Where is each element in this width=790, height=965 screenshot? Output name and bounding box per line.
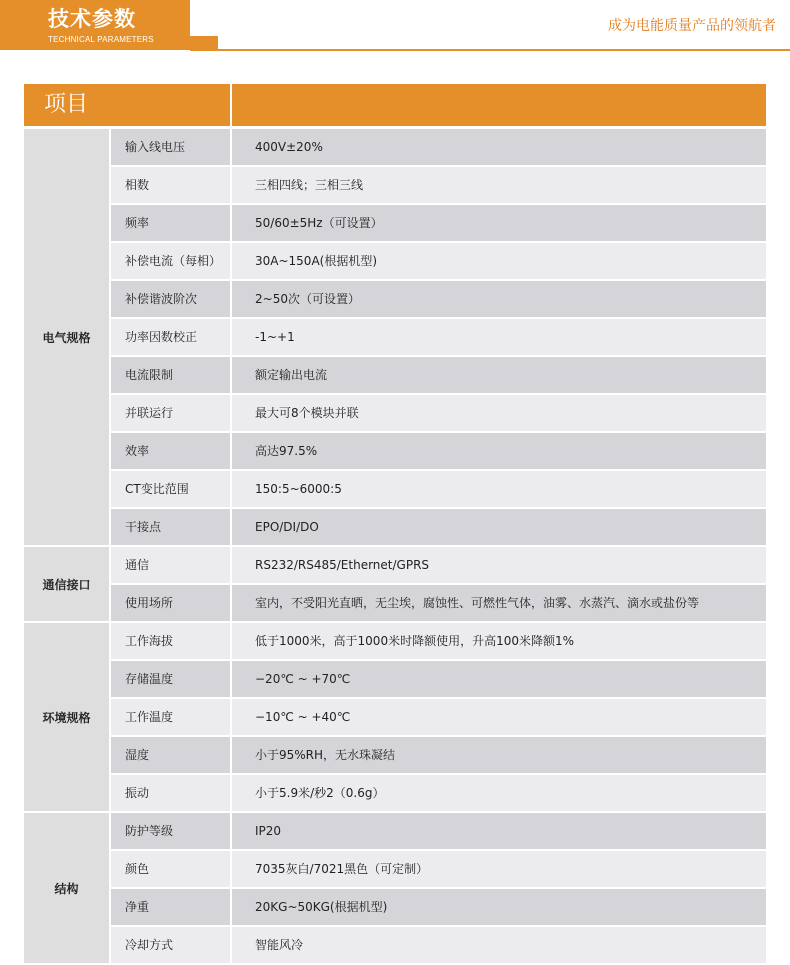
spec-row bbox=[111, 357, 766, 393]
spec-name: 输入线电压 bbox=[111, 129, 230, 165]
spec-row bbox=[111, 585, 766, 621]
spec-name: 相数 bbox=[111, 167, 230, 203]
spec-value: 最大可8个模块并联 bbox=[232, 395, 766, 431]
spec-name: 效率 bbox=[111, 433, 230, 469]
spec-value: 小于95%RH，无水珠凝结 bbox=[232, 737, 766, 773]
spec-row bbox=[111, 167, 766, 203]
spec-row bbox=[111, 737, 766, 773]
spec-group-label: 环境规格 bbox=[24, 623, 109, 811]
spec-name: 工作温度 bbox=[111, 699, 230, 735]
spec-name: 振动 bbox=[111, 775, 230, 811]
section-title: 技术参数 bbox=[48, 6, 136, 31]
spec-name: 并联运行 bbox=[111, 395, 230, 431]
spec-row bbox=[111, 889, 766, 925]
spec-row bbox=[111, 547, 766, 583]
spec-value: 2~50次（可设置） bbox=[232, 281, 766, 317]
spec-row bbox=[111, 471, 766, 507]
table-header-label: 项目 bbox=[44, 92, 89, 117]
spec-name: 颜色 bbox=[111, 851, 230, 887]
spec-name: 干接点 bbox=[111, 509, 230, 545]
spec-group bbox=[24, 813, 766, 965]
spec-value: 50/60±5Hz（可设置） bbox=[232, 205, 766, 241]
spec-row bbox=[111, 509, 766, 545]
spec-row bbox=[111, 129, 766, 165]
spec-value: −20℃ ~ +70℃ bbox=[232, 661, 766, 697]
spec-name: 冷却方式 bbox=[111, 927, 230, 963]
spec-group bbox=[24, 623, 766, 813]
spec-value: 低于1000米，高于1000米时降额使用，升高100米降额1% bbox=[232, 623, 766, 659]
spec-value: 400V±20% bbox=[232, 129, 766, 165]
spec-value: 三相四线；三相三线 bbox=[232, 167, 766, 203]
spec-group-label: 通信接口 bbox=[24, 547, 109, 621]
spec-name: 通信 bbox=[111, 547, 230, 583]
spec-value: IP20 bbox=[232, 813, 766, 849]
spec-row bbox=[111, 243, 766, 279]
spec-row bbox=[111, 927, 766, 963]
spec-name: 补偿谐波阶次 bbox=[111, 281, 230, 317]
spec-group-label: 结构 bbox=[24, 813, 109, 963]
spec-row bbox=[111, 623, 766, 659]
spec-name: 湿度 bbox=[111, 737, 230, 773]
spec-value: −10℃ ~ +40℃ bbox=[232, 699, 766, 735]
title-tab-decoration bbox=[190, 36, 218, 50]
spec-name: 补偿电流（每相） bbox=[111, 243, 230, 279]
spec-value: RS232/RS485/Ethernet/GPRS bbox=[232, 547, 766, 583]
spec-value: 智能风冷 bbox=[232, 927, 766, 963]
spec-value: 高达97.5% bbox=[232, 433, 766, 469]
table-header bbox=[24, 84, 766, 126]
section-title-block bbox=[0, 0, 190, 50]
spec-name: 净重 bbox=[111, 889, 230, 925]
table-header-divider bbox=[230, 84, 232, 126]
header-divider bbox=[190, 49, 790, 51]
spec-value: EPO/DI/DO bbox=[232, 509, 766, 545]
spec-row bbox=[111, 775, 766, 811]
spec-row bbox=[111, 433, 766, 469]
spec-value: -1~+1 bbox=[232, 319, 766, 355]
spec-value: 室内，不受阳光直晒，无尘埃，腐蚀性、可燃性气体，油雾、水蒸汽、滴水或盐份等 bbox=[232, 585, 766, 621]
spec-table bbox=[24, 129, 766, 965]
spec-name: 存储温度 bbox=[111, 661, 230, 697]
spec-name: 电流限制 bbox=[111, 357, 230, 393]
spec-value: 小于5.9米/秒2（0.6g） bbox=[232, 775, 766, 811]
spec-group bbox=[24, 547, 766, 623]
spec-value: 额定输出电流 bbox=[232, 357, 766, 393]
spec-name: 工作海拔 bbox=[111, 623, 230, 659]
section-subtitle: TECHNICAL PARAMETERS bbox=[48, 35, 154, 44]
spec-row bbox=[111, 205, 766, 241]
slogan: 成为电能质量产品的领航者 bbox=[608, 18, 776, 34]
spec-value: 7035灰白/7021黑色（可定制） bbox=[232, 851, 766, 887]
spec-value: 20KG~50KG(根据机型) bbox=[232, 889, 766, 925]
spec-name: 功率因数校正 bbox=[111, 319, 230, 355]
spec-name: CT变比范围 bbox=[111, 471, 230, 507]
spec-row bbox=[111, 851, 766, 887]
page-header bbox=[0, 0, 790, 52]
spec-group bbox=[24, 129, 766, 547]
spec-row bbox=[111, 813, 766, 849]
spec-row bbox=[111, 395, 766, 431]
spec-name: 频率 bbox=[111, 205, 230, 241]
spec-name: 使用场所 bbox=[111, 585, 230, 621]
spec-name: 防护等级 bbox=[111, 813, 230, 849]
spec-value: 30A~150A(根据机型) bbox=[232, 243, 766, 279]
spec-row bbox=[111, 281, 766, 317]
spec-row bbox=[111, 699, 766, 735]
spec-group-label: 电气规格 bbox=[24, 129, 109, 545]
spec-row bbox=[111, 661, 766, 697]
spec-row bbox=[111, 319, 766, 355]
spec-value: 150:5~6000:5 bbox=[232, 471, 766, 507]
